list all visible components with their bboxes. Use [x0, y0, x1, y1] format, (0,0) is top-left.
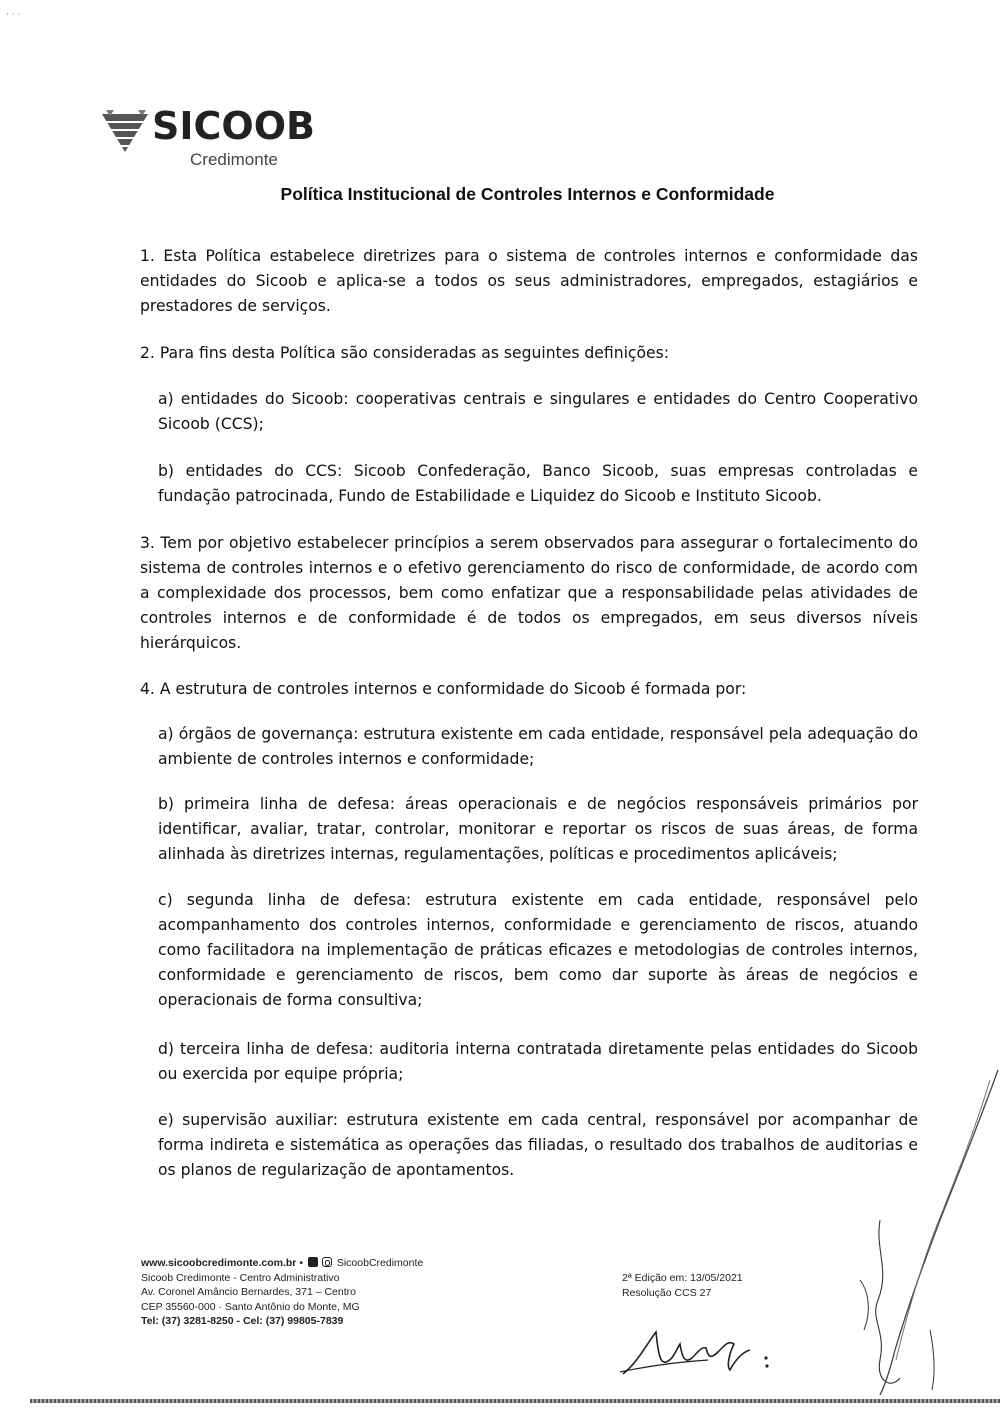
- paragraph-4e: e) supervisão auxiliar: estrutura existente em cada central, responsável por acompanhar de forma indireta e sistemática as operações das filiadas, o resultado dos trabalhos de auditorias e os planos de regularização de apontamentos.: [158, 1111, 918, 1179]
- paragraph-4: 4. A estrutura de controles internos e conformidade do Sicoob é formada por:: [140, 680, 747, 698]
- paragraph-3: 3. Tem por objetivo estabelecer princípios a serem observados para assegurar o fortalecimento do sistema de controles internos e o efetivo gerenciamento do risco de conformidade, de acordo com a complexidade dos processos, bem como enfatizar que a responsabilidade pelas atividades de controles internos e de conformidade é de todos os empregados, em seus diversos níveis hierárquicos.: [140, 534, 918, 652]
- paragraph-4d: d) terceira linha de defesa: auditoria interna contratada diretamente pelas entidades do Sicoob ou exercida por equipe própria;: [158, 1040, 918, 1083]
- footer-social-handle[interactable]: SicoobCredimonte: [336, 1257, 424, 1269]
- logo-brand-text: SICOOB: [152, 104, 315, 148]
- paragraph-1: 1. Esta Política estabelece diretrizes para o sistema de controles internos e conformidade das entidades do Sicoob e aplica-se a todos os seus administradores, empregados, estagiários e prestadores de serviços.: [140, 247, 918, 315]
- paragraph-4b: b) primeira linha de defesa: áreas operacionais e de negócios responsáveis primários por identificar, avaliar, tratar, controlar, monitorar e reportar os riscos de suas áreas, de forma alinhada às diretrizes internas, regulamentações, políticas e procedimentos aplicáveis;: [158, 795, 918, 863]
- instagram-icon[interactable]: [322, 1257, 332, 1267]
- footer-resolution: Resolução CCS 27: [622, 1287, 712, 1299]
- footer-edition: 2ª Edição em: 13/05/2021: [622, 1272, 743, 1284]
- scan-edge-band: [30, 1399, 1000, 1403]
- footer-separator: •: [299, 1257, 303, 1269]
- footer-contact: [141, 1256, 561, 1329]
- handwritten-signature: [618, 1322, 788, 1382]
- paragraph-4c: c) segunda linha de defesa: estrutura existente em cada entidade, responsável pelo acompanhamento dos controles internos, conformidade e gerenciamento de riscos, atuando como facilitadora na implementação de práticas eficazes e metodologias de controles internos, conformidade e gerenciamento de riscos, bem como dar suporte às áreas de negócios e operacionais de forma consultiva;: [158, 891, 918, 1009]
- facebook-icon[interactable]: [308, 1257, 318, 1267]
- sicoob-logo-icon: [100, 108, 152, 156]
- paragraph-4a: a) órgãos de governança: estrutura existente em cada entidade, responsável pela adequação do ambiente de controles internos e conformidade;: [158, 725, 918, 768]
- paragraph-2b: b) entidades do CCS: Sicoob Confederação, Banco Sicoob, suas empresas controladas e fundação patrocinada, Fundo de Estabilidade e Liquidez do Sicoob e Instituto Sicoob.: [158, 462, 918, 505]
- margin-initials: [850, 1060, 1000, 1400]
- footer-address-line: CEP 35560-000 · Santo Antônio do Monte, MG: [141, 1300, 360, 1313]
- footer-edition-info: [622, 1271, 822, 1301]
- footer-address-line: Sicoob Credimonte - Centro Administrativo: [141, 1271, 340, 1284]
- sicoob-logo: [100, 104, 330, 174]
- logo-subbrand-text: Credimonte: [190, 150, 278, 169]
- footer-website[interactable]: www.sicoobcredimonte.com.br: [141, 1257, 297, 1269]
- paragraph-2a: a) entidades do Sicoob: cooperativas centrais e singulares e entidades do Centro Cooperativo Sicoob (CCS);: [158, 390, 918, 433]
- footer-phones: Tel: (37) 3281-8250 - Cel: (37) 99805-7839: [141, 1315, 344, 1327]
- footer-address-line: Av. Coronel Amâncio Bernardes, 371 – Centro: [141, 1286, 356, 1298]
- paragraph-2: 2. Para fins desta Política são consideradas as seguintes definições:: [140, 344, 670, 362]
- scan-speck: · · ·: [6, 10, 21, 20]
- document-title: Política Institucional de Controles Internos e Conformidade: [280, 184, 775, 204]
